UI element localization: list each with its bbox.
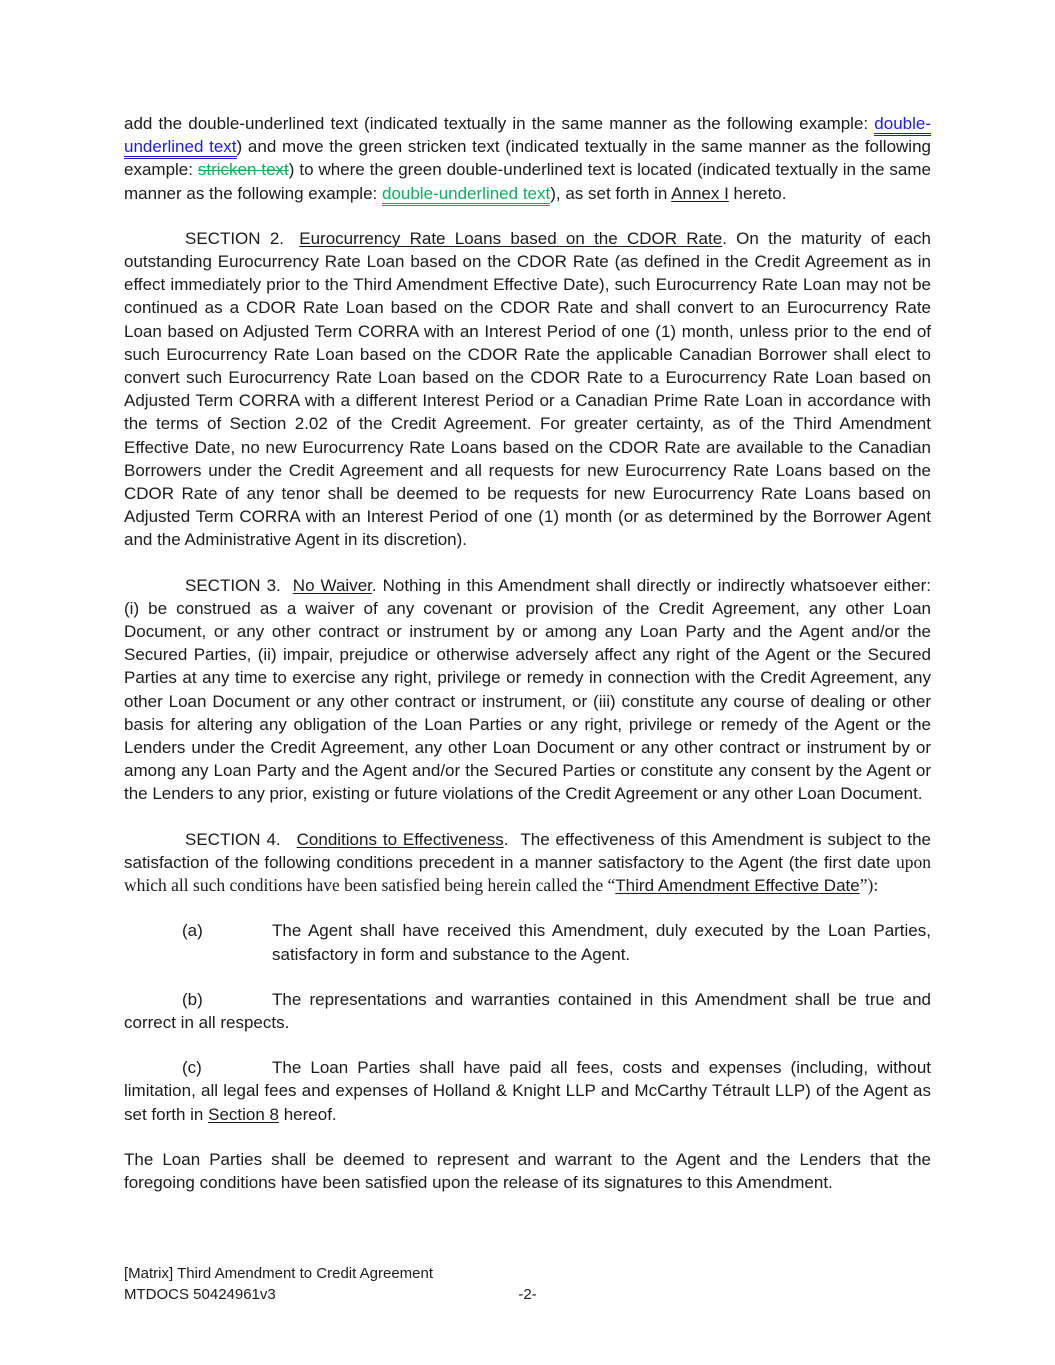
text-segment: ), as set forth in (550, 183, 672, 203)
text-segment-u: No Waiver (292, 575, 372, 595)
text-segment-u: Annex I (671, 183, 729, 203)
item-text (272, 919, 936, 965)
text-segment-green-strike: stricken text (197, 160, 289, 180)
text-segment: . (503, 829, 515, 849)
text-segment-blue-dd: double-underlined text (124, 114, 931, 159)
text-segment: ) and move the green stricken text (indicated textually in the same manner as the following example: (124, 137, 936, 180)
text-segment: SECTION 4. (185, 829, 281, 849)
text-segment: hereof. (279, 1104, 337, 1124)
text-segment: The representations and warranties contained in this Amendment shall be true and correct in all respects. (124, 989, 936, 1032)
text-segment-u: Third Amendment Effective Date (615, 876, 860, 896)
footer-doc-id: MTDOCS 50424961v3 (124, 1286, 276, 1303)
text-segment: SECTION 3. (185, 575, 287, 595)
text-segment: The Loan Parties shall be deemed to represent and warrant to the Agent and the Lenders that the foregoing conditions have been satisfied upon the release of its signatures to this Amendment. (124, 1149, 936, 1192)
text-segment: The Agent shall have received this Amendment, duly executed by the Loan Parties, satisfactory in form and substance to the Agent. (272, 921, 936, 964)
text-segment: add the double-underlined text (indicated textually in the same manner as the following example: (124, 114, 875, 133)
text-segment: . On the maturity of each outstanding Eurocurrency Rate Loan based on the CDOR Rate (as defined in the Credit Agreement as in effect immediately prior to the Third Amendment Effective Date), such Eurocurrency Rate Loan may not be continued as a CDOR Rate Loan based on the CDOR Rate and shall convert to an Eurocurrency Rate Loan based on Adjusted Term CORRA with an Interest Period of one (1) month, unless prior to the end of such Eurocurrency Rate Loan based on the CDOR Rate the applicable Canadian Borrower shall elect to convert such Eurocurrency Rate Loan based on the CDOR Rate to a Eurocurrency Rate Loan based on Adjusted Term CORRA with a different Interest Period or a Canadian Prime Rate Loan in accordance with the terms of Section 2.02 of the Credit Agreement. For greater certainty, as of the Third Amendment Effective Date, no new Eurocurrency Rate Loans based on the CDOR Rate are available to the Canadian Borrowers under the Credit Agreement and all requests for new Eurocurrency Rate Loans based on the CDOR Rate of any tenor shall be deemed to be requests for new Eurocurrency Rate Loans based on Adjusted Term CORRA with an Interest Period of one (1) month (or as determined by the Borrower Agent and the Administrative Agent in its discretion). (124, 228, 936, 550)
closing-paragraph (124, 1148, 936, 1194)
page-footer (124, 1263, 931, 1305)
text-segment: hereto. (728, 183, 787, 203)
text-segment: SECTION 2. (185, 228, 294, 248)
page-number: -2- (518, 1286, 537, 1303)
text-segment-serif: upon which all such conditions have been satisfied being herein called the “ (124, 851, 936, 896)
text-segment-u: Eurocurrency Rate Loans based on the CDOR Rate (299, 228, 723, 248)
document-body (124, 112, 941, 1216)
text-segment-green-dd: double-underlined text (382, 184, 550, 206)
item-label: (b) (182, 989, 203, 1009)
footer-doc-reference: [Matrix] Third Amendment to Credit Agreement (124, 1265, 434, 1282)
text-segment: . Nothing in this Amendment shall directly or indirectly whatsoever either: (i) be construed as a waiver of any covenant or provision of the Credit Agreement, any other Loan Document, or any other contract or instrument by or among any Loan Party and the Agent and/or the Secured Parties, (ii) impair, prejudice or otherwise adversely affect any right of the Agent or the Secured Parties at any time to exercise any right, privilege or remedy in connection with the Credit Agreement, any other Loan Document or any other contract or instrument, or (iii) constitute any course of dealing or other basis for altering any obligation of the Loan Parties or any right, privilege or remedy of the Agent or the Lenders under the Credit Agreement, any other Loan Document or any other contract or instrument by or among any Loan Party and the Agent and/or the Secured Parties or constitute any consent by the Agent or the Lenders to any prior, existing or future violations of the Credit Agreement or any other Loan Document. (124, 575, 941, 804)
condition-a (124, 919, 936, 965)
text-segment-u: Section 8 (208, 1104, 279, 1124)
text-segment-serif: ”): (859, 875, 879, 896)
section-4-paragraph (124, 828, 936, 898)
text-segment: The Loan Parties shall have paid all fees, costs and expenses (including, without limitation, all legal fees and expenses of Holland & Knight LLP and McCarthy Tétrault LLP) of the Agent as set forth in (124, 1058, 936, 1124)
item-label: (a) (182, 921, 203, 941)
condition-c (124, 1056, 936, 1126)
intro-paragraph (124, 112, 936, 205)
text-segment: ) to where the green double-underlined text is located (indicated textually in the same manner as the following example: (124, 160, 936, 203)
item-label: (c) (182, 1058, 202, 1078)
section-2-paragraph (124, 227, 936, 552)
condition-b (124, 988, 936, 1034)
text-segment: The effectiveness of this Amendment is subject to the satisfaction of the following conditions precedent in a manner satisfactory to the Agent (the first date (124, 829, 936, 872)
text-segment-u: Conditions to Effectiveness (296, 829, 504, 849)
section-3-paragraph (124, 574, 941, 806)
